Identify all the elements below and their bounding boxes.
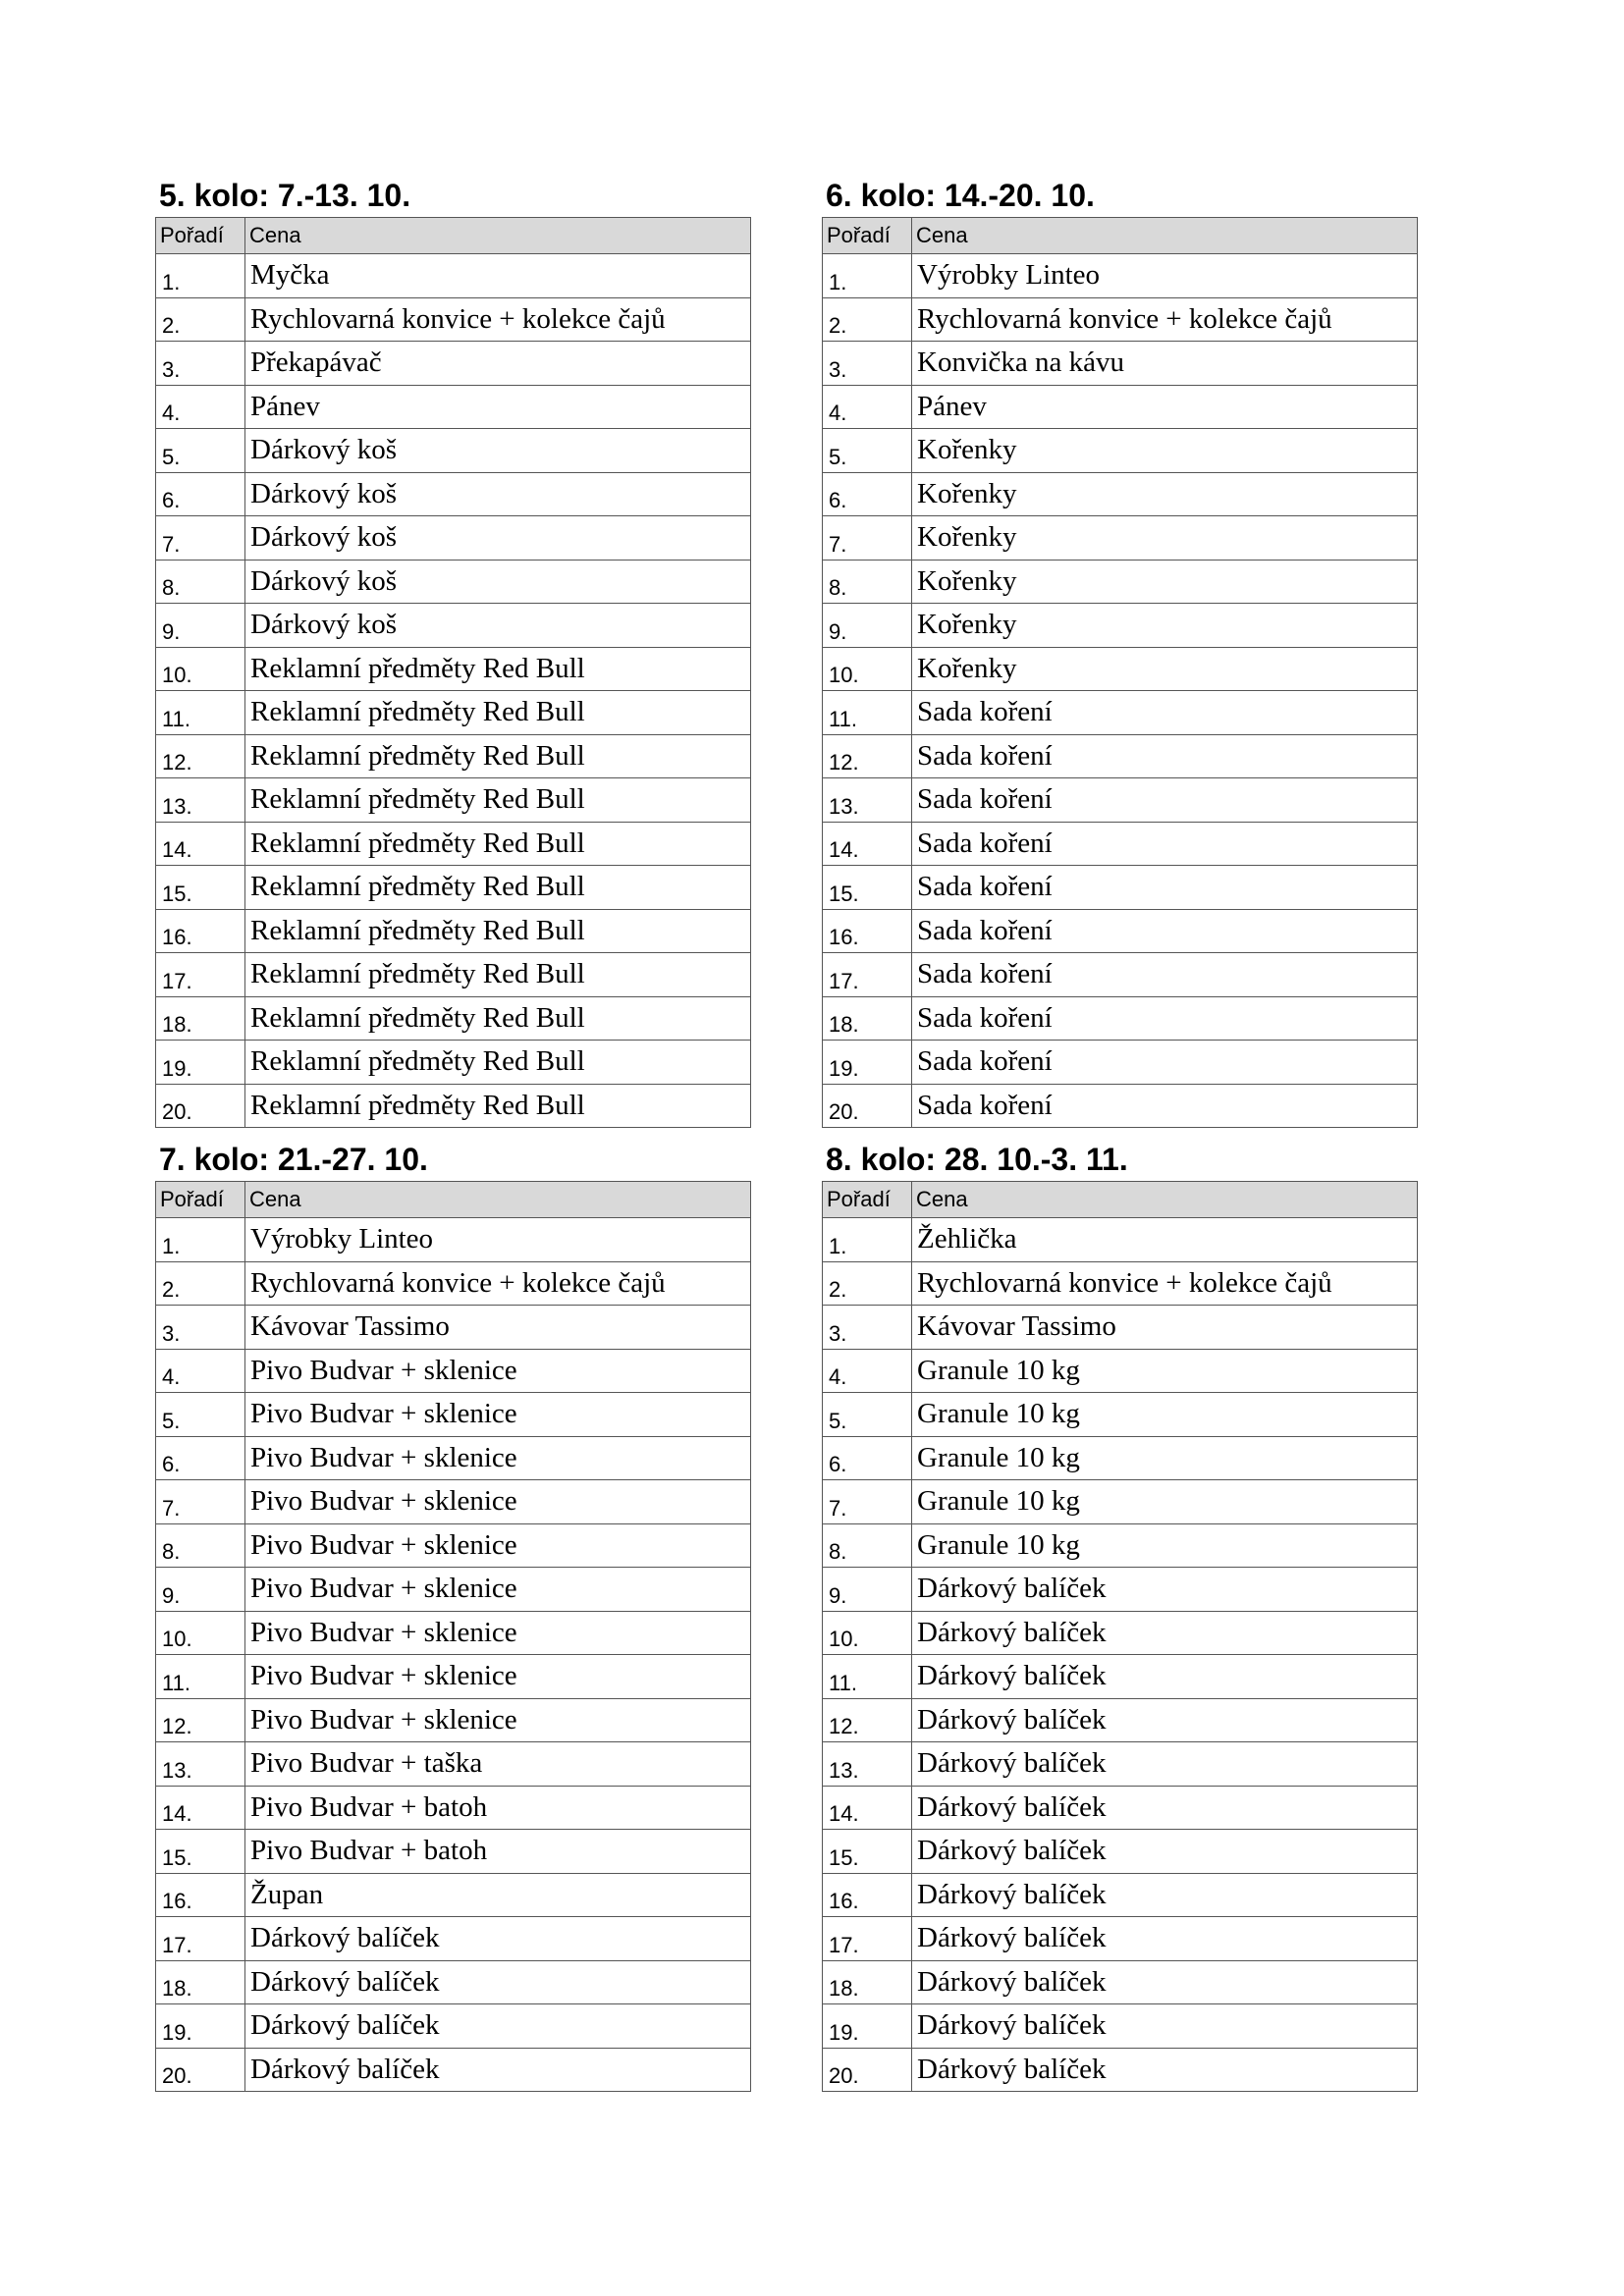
rank-cell: 15. bbox=[823, 866, 912, 910]
table-row bbox=[156, 1393, 751, 1437]
prize-cell: Dárkový balíček bbox=[912, 1917, 1418, 1961]
prize-table bbox=[155, 1181, 751, 2092]
table-row bbox=[156, 1655, 751, 1699]
prize-cell: Pivo Budvar + sklenice bbox=[245, 1611, 751, 1655]
prize-cell: Reklamní předměty Red Bull bbox=[245, 866, 751, 910]
rank-cell: 14. bbox=[823, 1786, 912, 1830]
rank-cell: 5. bbox=[156, 1393, 245, 1437]
prize-cell: Sada koření bbox=[912, 953, 1418, 997]
rank-cell: 12. bbox=[823, 734, 912, 778]
table-row bbox=[156, 1041, 751, 1085]
table-row bbox=[823, 1523, 1418, 1568]
table-row bbox=[156, 342, 751, 386]
table-row bbox=[823, 1917, 1418, 1961]
prize-cell: Kávovar Tassimo bbox=[912, 1306, 1418, 1350]
table-row bbox=[156, 297, 751, 342]
prize-cell: Granule 10 kg bbox=[912, 1393, 1418, 1437]
rank-cell: 14. bbox=[823, 822, 912, 866]
round-title: 6. kolo: 14.-20. 10. bbox=[826, 178, 1095, 213]
rank-cell: 4. bbox=[823, 1349, 912, 1393]
rank-cell: 8. bbox=[156, 1523, 245, 1568]
table-header-row bbox=[156, 218, 751, 254]
prize-cell: Granule 10 kg bbox=[912, 1349, 1418, 1393]
table-row bbox=[823, 429, 1418, 473]
prize-table bbox=[822, 217, 1418, 1128]
table-row bbox=[823, 1830, 1418, 1874]
table-row bbox=[156, 516, 751, 561]
table-row bbox=[156, 996, 751, 1041]
round-title: 5. kolo: 7.-13. 10. bbox=[159, 178, 411, 213]
table-row bbox=[823, 1742, 1418, 1787]
prize-cell: Konvička na kávu bbox=[912, 342, 1418, 386]
rank-cell: 3. bbox=[156, 1306, 245, 1350]
rank-cell: 9. bbox=[823, 1568, 912, 1612]
table-row bbox=[156, 1261, 751, 1306]
table-row bbox=[156, 2004, 751, 2049]
rank-cell: 5. bbox=[823, 1393, 912, 1437]
prize-table bbox=[155, 217, 751, 1128]
table-row bbox=[823, 516, 1418, 561]
table-row bbox=[156, 1084, 751, 1128]
table-row bbox=[156, 1873, 751, 1917]
rank-cell: 2. bbox=[156, 297, 245, 342]
table-row bbox=[823, 996, 1418, 1041]
table-row bbox=[156, 1960, 751, 2004]
rank-cell: 1. bbox=[823, 1218, 912, 1262]
prize-cell: Sada koření bbox=[912, 691, 1418, 735]
prize-cell: Sada koření bbox=[912, 778, 1418, 823]
prize-cell: Pivo Budvar + sklenice bbox=[245, 1480, 751, 1524]
prize-cell: Dárkový balíček bbox=[912, 2004, 1418, 2049]
rank-cell: 18. bbox=[156, 996, 245, 1041]
rank-cell: 10. bbox=[823, 647, 912, 691]
table-row bbox=[156, 866, 751, 910]
prize-cell: Dárkový koš bbox=[245, 560, 751, 604]
rank-cell: 7. bbox=[823, 516, 912, 561]
prize-cell: Kořenky bbox=[912, 472, 1418, 516]
prize-cell: Dárkový koš bbox=[245, 472, 751, 516]
rank-cell: 6. bbox=[823, 1436, 912, 1480]
prize-cell: Reklamní předměty Red Bull bbox=[245, 691, 751, 735]
rank-cell: 15. bbox=[156, 1830, 245, 1874]
prize-cell: Sada koření bbox=[912, 909, 1418, 953]
rank-cell: 17. bbox=[823, 953, 912, 997]
rank-cell: 11. bbox=[823, 1655, 912, 1699]
prize-cell: Rychlovarná konvice + kolekce čajů bbox=[245, 1261, 751, 1306]
prize-cell: Dárkový balíček bbox=[245, 2048, 751, 2092]
round-5-section bbox=[155, 177, 750, 1128]
rank-cell: 18. bbox=[156, 1960, 245, 2004]
rank-column-header: Pořadí bbox=[823, 1182, 912, 1218]
table-row bbox=[156, 1218, 751, 1262]
rank-cell: 16. bbox=[156, 909, 245, 953]
table-row bbox=[823, 1218, 1418, 1262]
prize-cell: Dárkový balíček bbox=[912, 1742, 1418, 1787]
prize-cell: Dárkový balíček bbox=[245, 2004, 751, 2049]
prize-cell: Sada koření bbox=[912, 996, 1418, 1041]
rank-cell: 4. bbox=[156, 385, 245, 429]
rank-cell: 12. bbox=[823, 1698, 912, 1742]
table-row bbox=[156, 909, 751, 953]
rank-cell: 13. bbox=[823, 1742, 912, 1787]
table-row bbox=[156, 472, 751, 516]
rank-cell: 1. bbox=[156, 1218, 245, 1262]
rank-cell: 9. bbox=[156, 604, 245, 648]
prize-cell: Sada koření bbox=[912, 1084, 1418, 1128]
prize-cell: Reklamní předměty Red Bull bbox=[245, 1041, 751, 1085]
rank-cell: 10. bbox=[156, 1611, 245, 1655]
table-row bbox=[823, 1568, 1418, 1612]
rank-cell: 12. bbox=[156, 734, 245, 778]
table-row bbox=[823, 1960, 1418, 2004]
table-header-row bbox=[823, 1182, 1418, 1218]
table-row bbox=[156, 953, 751, 997]
rank-cell: 7. bbox=[156, 1480, 245, 1524]
rank-cell: 1. bbox=[823, 254, 912, 298]
rank-cell: 13. bbox=[823, 778, 912, 823]
prize-cell: Pivo Budvar + batoh bbox=[245, 1830, 751, 1874]
prize-cell: Pivo Budvar + sklenice bbox=[245, 1655, 751, 1699]
prize-cell: Pivo Budvar + sklenice bbox=[245, 1523, 751, 1568]
table-row bbox=[156, 1917, 751, 1961]
prize-cell: Sada koření bbox=[912, 866, 1418, 910]
prize-cell: Kořenky bbox=[912, 604, 1418, 648]
prize-cell: Kávovar Tassimo bbox=[245, 1306, 751, 1350]
prize-cell: Reklamní předměty Red Bull bbox=[245, 734, 751, 778]
rank-cell: 2. bbox=[823, 297, 912, 342]
prize-cell: Dárkový koš bbox=[245, 429, 751, 473]
rank-cell: 8. bbox=[823, 560, 912, 604]
rank-cell: 9. bbox=[156, 1568, 245, 1612]
table-row bbox=[823, 1393, 1418, 1437]
prize-cell: Pivo Budvar + batoh bbox=[245, 1786, 751, 1830]
prize-cell: Reklamní předměty Red Bull bbox=[245, 953, 751, 997]
table-row bbox=[823, 254, 1418, 298]
prize-cell: Kořenky bbox=[912, 560, 1418, 604]
prize-cell: Překapávač bbox=[245, 342, 751, 386]
table-row bbox=[156, 1306, 751, 1350]
rank-cell: 17. bbox=[823, 1917, 912, 1961]
table-row bbox=[156, 1349, 751, 1393]
rank-cell: 19. bbox=[156, 2004, 245, 2049]
rank-cell: 9. bbox=[823, 604, 912, 648]
prize-cell: Výrobky Linteo bbox=[245, 1218, 751, 1262]
table-row bbox=[823, 822, 1418, 866]
table-row bbox=[823, 560, 1418, 604]
table-row bbox=[823, 647, 1418, 691]
prize-cell: Sada koření bbox=[912, 1041, 1418, 1085]
prize-cell: Pivo Budvar + sklenice bbox=[245, 1568, 751, 1612]
table-row bbox=[823, 1349, 1418, 1393]
round-7-section bbox=[155, 1141, 750, 2092]
table-row bbox=[823, 1655, 1418, 1699]
table-row bbox=[156, 560, 751, 604]
table-row bbox=[823, 778, 1418, 823]
table-row bbox=[156, 254, 751, 298]
rank-column-header: Pořadí bbox=[823, 218, 912, 254]
table-row bbox=[823, 1873, 1418, 1917]
prize-cell: Dárkový koš bbox=[245, 604, 751, 648]
rank-cell: 3. bbox=[156, 342, 245, 386]
prize-cell: Výrobky Linteo bbox=[912, 254, 1418, 298]
table-row bbox=[823, 734, 1418, 778]
prize-cell: Župan bbox=[245, 1873, 751, 1917]
rank-cell: 6. bbox=[823, 472, 912, 516]
rank-cell: 11. bbox=[156, 1655, 245, 1699]
prize-cell: Dárkový balíček bbox=[912, 1568, 1418, 1612]
prize-cell: Pánev bbox=[912, 385, 1418, 429]
rank-cell: 20. bbox=[156, 2048, 245, 2092]
table-row bbox=[156, 647, 751, 691]
rank-cell: 20. bbox=[823, 2048, 912, 2092]
prize-column-header: Cena bbox=[912, 1182, 1418, 1218]
table-row bbox=[823, 1480, 1418, 1524]
rank-cell: 3. bbox=[823, 342, 912, 386]
prize-cell: Sada koření bbox=[912, 822, 1418, 866]
prize-cell: Reklamní předměty Red Bull bbox=[245, 822, 751, 866]
table-row bbox=[156, 691, 751, 735]
table-row bbox=[823, 2004, 1418, 2049]
prize-cell: Dárkový balíček bbox=[912, 1873, 1418, 1917]
table-row bbox=[156, 778, 751, 823]
rank-cell: 4. bbox=[156, 1349, 245, 1393]
prize-cell: Reklamní předměty Red Bull bbox=[245, 647, 751, 691]
rank-cell: 10. bbox=[823, 1611, 912, 1655]
rank-cell: 10. bbox=[156, 647, 245, 691]
table-row bbox=[823, 472, 1418, 516]
prize-cell: Kořenky bbox=[912, 647, 1418, 691]
rank-cell: 13. bbox=[156, 778, 245, 823]
table-row bbox=[823, 1041, 1418, 1085]
prize-cell: Kořenky bbox=[912, 516, 1418, 561]
table-row bbox=[156, 1611, 751, 1655]
rank-cell: 5. bbox=[156, 429, 245, 473]
rank-cell: 2. bbox=[823, 1261, 912, 1306]
table-row bbox=[156, 1480, 751, 1524]
rank-cell: 4. bbox=[823, 385, 912, 429]
prize-cell: Kořenky bbox=[912, 429, 1418, 473]
rank-cell: 15. bbox=[823, 1830, 912, 1874]
prize-cell: Dárkový balíček bbox=[245, 1960, 751, 2004]
rank-cell: 19. bbox=[823, 2004, 912, 2049]
table-row bbox=[156, 429, 751, 473]
table-row bbox=[823, 1611, 1418, 1655]
table-row bbox=[823, 1698, 1418, 1742]
prize-cell: Pivo Budvar + sklenice bbox=[245, 1349, 751, 1393]
rank-cell: 20. bbox=[156, 1084, 245, 1128]
table-row bbox=[823, 909, 1418, 953]
prize-cell: Reklamní předměty Red Bull bbox=[245, 1084, 751, 1128]
rank-cell: 11. bbox=[156, 691, 245, 735]
table-row bbox=[823, 866, 1418, 910]
rank-cell: 13. bbox=[156, 1742, 245, 1787]
rank-cell: 6. bbox=[156, 1436, 245, 1480]
rank-cell: 1. bbox=[156, 254, 245, 298]
rank-cell: 7. bbox=[156, 516, 245, 561]
prize-cell: Dárkový balíček bbox=[912, 1655, 1418, 1699]
prize-cell: Reklamní předměty Red Bull bbox=[245, 778, 751, 823]
table-row bbox=[823, 297, 1418, 342]
rank-cell: 16. bbox=[156, 1873, 245, 1917]
rank-cell: 20. bbox=[823, 1084, 912, 1128]
rank-cell: 14. bbox=[156, 1786, 245, 1830]
table-row bbox=[823, 953, 1418, 997]
prize-cell: Dárkový balíček bbox=[912, 1830, 1418, 1874]
prize-cell: Dárkový balíček bbox=[912, 1786, 1418, 1830]
rank-cell: 3. bbox=[823, 1306, 912, 1350]
rank-cell: 17. bbox=[156, 953, 245, 997]
prize-cell: Dárkový koš bbox=[245, 516, 751, 561]
table-row bbox=[823, 1261, 1418, 1306]
rank-cell: 8. bbox=[156, 560, 245, 604]
rank-column-header: Pořadí bbox=[156, 218, 245, 254]
rank-cell: 19. bbox=[823, 1041, 912, 1085]
prize-cell: Sada koření bbox=[912, 734, 1418, 778]
rank-cell: 17. bbox=[156, 1917, 245, 1961]
round-8-section bbox=[822, 1141, 1417, 2092]
prize-cell: Reklamní předměty Red Bull bbox=[245, 996, 751, 1041]
table-row bbox=[823, 1306, 1418, 1350]
prize-cell: Rychlovarná konvice + kolekce čajů bbox=[245, 297, 751, 342]
prize-cell: Reklamní předměty Red Bull bbox=[245, 909, 751, 953]
prize-cell: Pánev bbox=[245, 385, 751, 429]
prize-cell: Pivo Budvar + sklenice bbox=[245, 1698, 751, 1742]
prize-cell: Dárkový balíček bbox=[912, 2048, 1418, 2092]
rank-cell: 12. bbox=[156, 1698, 245, 1742]
prize-cell: Pivo Budvar + taška bbox=[245, 1742, 751, 1787]
prize-cell: Granule 10 kg bbox=[912, 1523, 1418, 1568]
rank-cell: 2. bbox=[156, 1261, 245, 1306]
rank-cell: 11. bbox=[823, 691, 912, 735]
prize-cell: Granule 10 kg bbox=[912, 1436, 1418, 1480]
table-row bbox=[156, 1568, 751, 1612]
prize-cell: Rychlovarná konvice + kolekce čajů bbox=[912, 1261, 1418, 1306]
table-row bbox=[823, 385, 1418, 429]
table-row bbox=[156, 1742, 751, 1787]
rank-cell: 18. bbox=[823, 1960, 912, 2004]
prize-column-header: Cena bbox=[912, 218, 1418, 254]
round-title: 7. kolo: 21.-27. 10. bbox=[159, 1142, 428, 1177]
table-row bbox=[823, 691, 1418, 735]
prize-cell: Dárkový balíček bbox=[912, 1698, 1418, 1742]
prize-table bbox=[822, 1181, 1418, 2092]
rank-column-header: Pořadí bbox=[156, 1182, 245, 1218]
prize-column-header: Cena bbox=[245, 218, 751, 254]
table-row bbox=[823, 604, 1418, 648]
rank-cell: 6. bbox=[156, 472, 245, 516]
table-row bbox=[156, 1436, 751, 1480]
prize-cell: Rychlovarná konvice + kolekce čajů bbox=[912, 297, 1418, 342]
prize-cell: Žehlička bbox=[912, 1218, 1418, 1262]
table-row bbox=[156, 1523, 751, 1568]
rank-cell: 16. bbox=[823, 1873, 912, 1917]
rank-cell: 19. bbox=[156, 1041, 245, 1085]
rank-cell: 16. bbox=[823, 909, 912, 953]
table-row bbox=[823, 1436, 1418, 1480]
round-title: 8. kolo: 28. 10.-3. 11. bbox=[826, 1142, 1128, 1177]
table-row bbox=[823, 342, 1418, 386]
prize-column-header: Cena bbox=[245, 1182, 751, 1218]
prize-cell: Dárkový balíček bbox=[245, 1917, 751, 1961]
table-row bbox=[156, 1698, 751, 1742]
table-row bbox=[156, 1830, 751, 1874]
table-row bbox=[156, 2048, 751, 2092]
rank-cell: 14. bbox=[156, 822, 245, 866]
table-row bbox=[156, 822, 751, 866]
prize-cell: Myčka bbox=[245, 254, 751, 298]
table-row bbox=[823, 2048, 1418, 2092]
prize-cell: Dárkový balíček bbox=[912, 1960, 1418, 2004]
prize-cell: Pivo Budvar + sklenice bbox=[245, 1436, 751, 1480]
table-header-row bbox=[823, 218, 1418, 254]
table-row bbox=[156, 604, 751, 648]
prize-cell: Granule 10 kg bbox=[912, 1480, 1418, 1524]
rank-cell: 7. bbox=[823, 1480, 912, 1524]
table-row bbox=[156, 734, 751, 778]
rank-cell: 18. bbox=[823, 996, 912, 1041]
rank-cell: 8. bbox=[823, 1523, 912, 1568]
table-header-row bbox=[156, 1182, 751, 1218]
rank-cell: 5. bbox=[823, 429, 912, 473]
prize-cell: Dárkový balíček bbox=[912, 1611, 1418, 1655]
table-row bbox=[156, 1786, 751, 1830]
table-row bbox=[823, 1084, 1418, 1128]
table-row bbox=[156, 385, 751, 429]
prize-cell: Pivo Budvar + sklenice bbox=[245, 1393, 751, 1437]
round-6-section bbox=[822, 177, 1417, 1128]
table-row bbox=[823, 1786, 1418, 1830]
rank-cell: 15. bbox=[156, 866, 245, 910]
